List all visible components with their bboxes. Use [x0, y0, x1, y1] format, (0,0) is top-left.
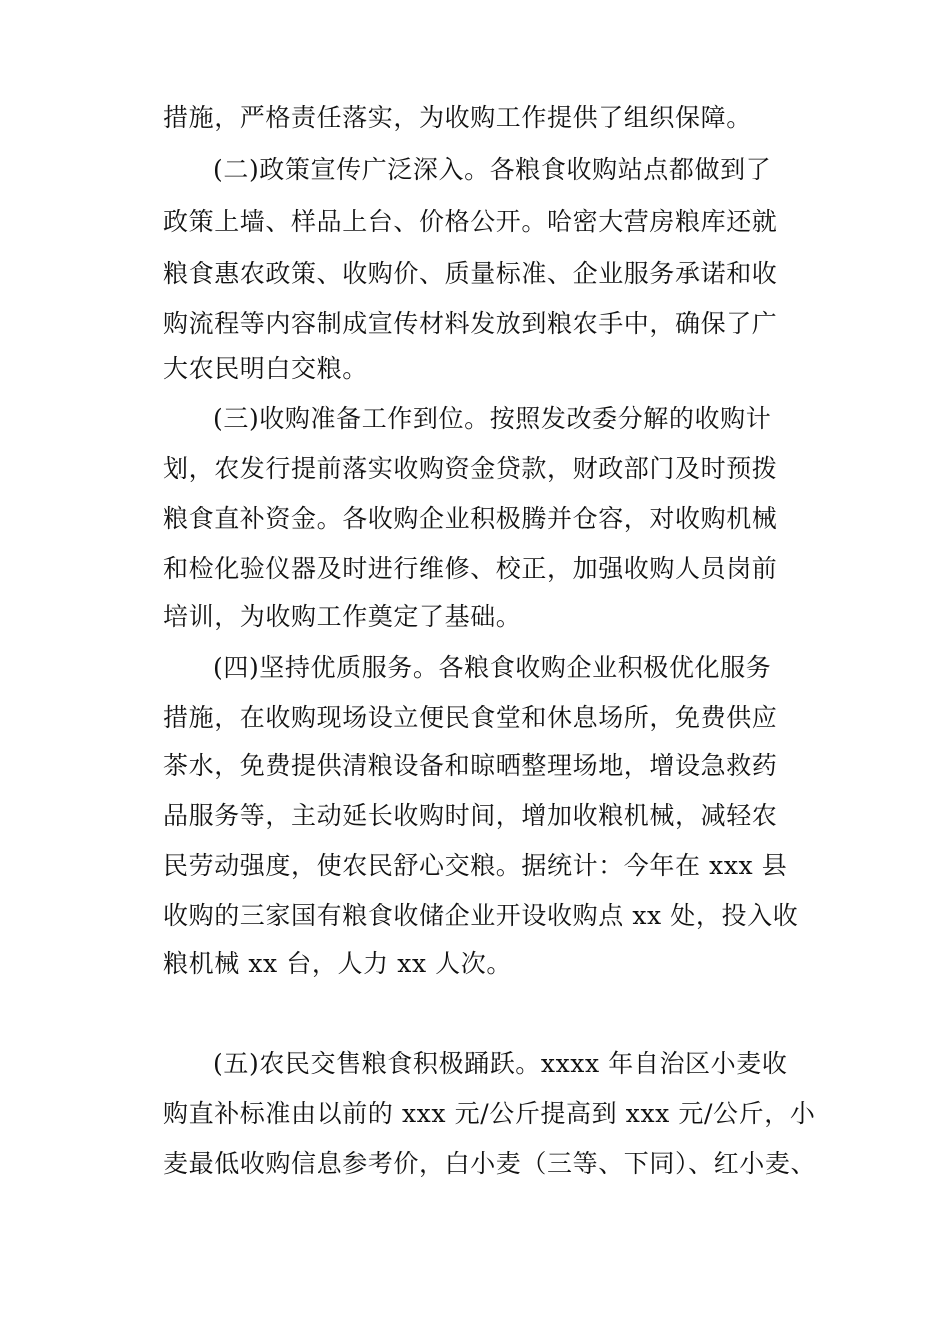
text-line: 粮食惠农政策、收购价、质量标准、企业服务承诺和收 [163, 259, 778, 288]
text-line: 购直补标准由以前的 xxx 元/公斤提高到 xxx 元/公斤，小 [163, 1099, 816, 1128]
text-line: 收购的三家国有粮食收储企业开设收购点 xx 处，投入收 [163, 901, 799, 930]
text-line: 措施，在收购现场设立便民食堂和休息场所，免费供应 [163, 703, 778, 732]
text-line: 民劳动强度，使农民舒心交粮。据统计：今年在 xxx 县 [163, 851, 788, 880]
text-line: 麦最低收购信息参考价，白小麦（三等、下同）、红小麦、 [163, 1149, 817, 1178]
text-line: 品服务等，主动延长收购时间，增加收粮机械，减轻农 [163, 801, 778, 830]
text-line: 措施，严格责任落实，为收购工作提供了组织保障。 [163, 103, 752, 132]
text-line: 划，农发行提前落实收购资金贷款，财政部门及时预拨 [163, 454, 778, 483]
text-line: 茶水，免费提供清粮设备和晾晒整理场地，增设急救药 [163, 751, 778, 780]
text-line: 购流程等内容制成宣传材料发放到粮农手中，确保了广 [163, 309, 778, 338]
paragraph-4-heading-line: (四)坚持优质服务。各粮食收购企业积极优化服务 [213, 653, 772, 682]
text-line: 培训，为收购工作奠定了基础。 [163, 602, 522, 631]
text-line: 政策上墙、样品上台、价格公开。哈密大营房粮库还就 [163, 207, 778, 236]
paragraph-3-heading-line: (三)收购准备工作到位。按照发改委分解的收购计 [213, 404, 772, 433]
paragraph-5-heading-line: (五)农民交售粮食积极踊跃。xxxx 年自治区小麦收 [213, 1049, 788, 1078]
paragraph-2-heading-line: (二)政策宣传广泛深入。各粮食收购站点都做到了 [213, 155, 772, 184]
text-line: 粮食直补资金。各收购企业积极腾并仓容，对收购机械 [163, 504, 778, 533]
text-line: 和检化验仪器及时进行维修、校正，加强收购人员岗前 [163, 554, 778, 583]
text-line: 粮机械 xx 台，人力 xx 人次。 [163, 949, 512, 978]
text-line: 大农民明白交粮。 [163, 354, 368, 383]
